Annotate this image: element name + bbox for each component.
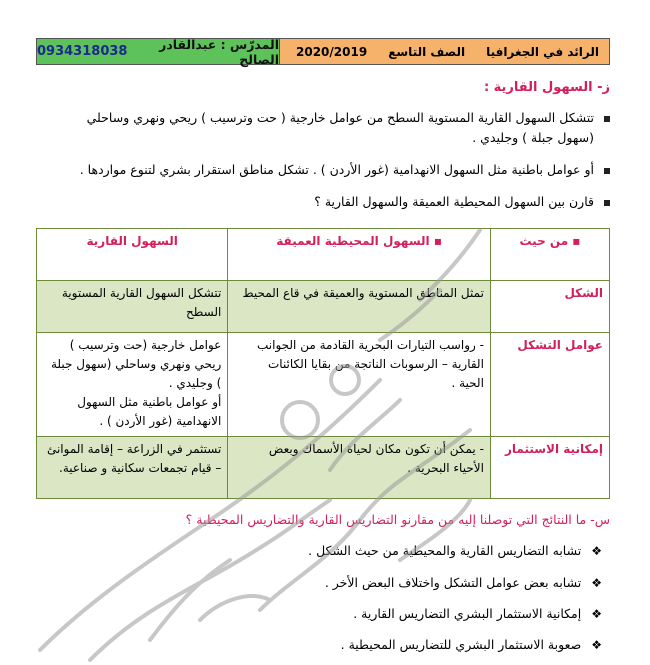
question-2: س- ما النتائج التي توصلنا إليه من مقارنو التضاريس القارية والتضاريس المحيطية ؟ [185,512,610,527]
continental-cell: تستثمر في الزراعة – إقامة الموانئ – قيام تجمعات سكانية و صناعية. [37,437,228,499]
diamond-bullet-icon: ❖ [591,638,602,652]
result-item: ❖صعوبة الاستثمار البشري للتضاريس المحيطية . [340,637,602,652]
continental-cell: تتشكل السهول القارية المستوية السطح [37,281,228,333]
row-key: إمكانية الاستثمار [490,437,609,499]
bullet-square-icon [604,200,610,206]
diamond-bullet-icon: ❖ [591,576,602,590]
table-row [37,333,610,437]
bullet-text: قارن بين السهول المحيطية العميقة والسهول القارية ؟ [314,194,594,209]
ocean-cell: تمثل المناطق المستوية والعميقة في قاع المحيط [228,281,491,333]
table-header-row [37,229,610,281]
grade-label: الصف التاسع [388,44,466,59]
row-key: الشكل [490,281,609,333]
result-item: ❖إمكانية الاستثمار البشري التضاريس القارية . [353,606,602,621]
bullet-square-icon [604,168,610,174]
bullet-text: تتشكل السهول القارية المستوية السطح من عوامل خارجية ( حت وترسيب ) ريحي ونهري وساحلي [86,110,594,125]
header-ocean-plains: ▪ السهول المحيطية العميقة [228,229,491,281]
diamond-bullet-icon: ❖ [591,544,602,558]
header-continental-plains: السهول القارية [37,229,228,281]
comparison-table [36,228,610,499]
bullet-3 [314,192,610,212]
bullet-1 [87,108,610,128]
result-item: ❖تشابه التضاريس القارية والمحيطية من حيث الشكل . [308,543,602,558]
row-key: عوامل التشكل [490,333,609,437]
continental-cell: عوامل خارجية (حت وترسيب ) ريحي ونهري وساحلي (سهول جبلة ) وجليدي . أو عوامل باطنية مثل السهول الانهدامية (غور الأردن ) . [37,333,228,437]
section-title: ز- السهول القارية : [483,80,610,95]
bullet-1-cont: (سهول جبلة ) وجليدي . [472,130,594,145]
teacher-name: المدرّس : عبدالقادر الصالح [159,36,279,67]
course-box [280,39,609,64]
diamond-bullet-icon: ❖ [591,607,602,621]
book-title: الرائد في الجغرافيا [486,44,599,59]
ocean-cell: - رواسب التيارات البحرية القادمة من الجوانب القارية – الرسوبات الناتجة من بقايا الكائنات الحية . [228,333,491,437]
result-item: ❖تشابه بعض عوامل التشكل واختلاف البعض الأخر . [324,575,602,590]
bullet-square-icon [604,116,610,122]
table-row [37,437,610,499]
school-year: 2020/2019 [296,44,368,59]
ocean-cell: - يمكن أن تكون مكان لحياة الأسماك وبعض الأحياء البحرية . [228,437,491,499]
teacher-phone: 0934318038 [37,44,128,59]
header-criterion: ▪ من حيث [490,229,609,281]
bullet-text: أو عوامل باطنية مثل السهول الانهدامية (غور الأردن ) . تشكل مناطق استقرار بشري لتنوع مواردها . [79,162,594,177]
page-header [36,38,610,65]
table-row [37,281,610,333]
bullet-2 [80,160,610,180]
teacher-box [37,36,280,67]
